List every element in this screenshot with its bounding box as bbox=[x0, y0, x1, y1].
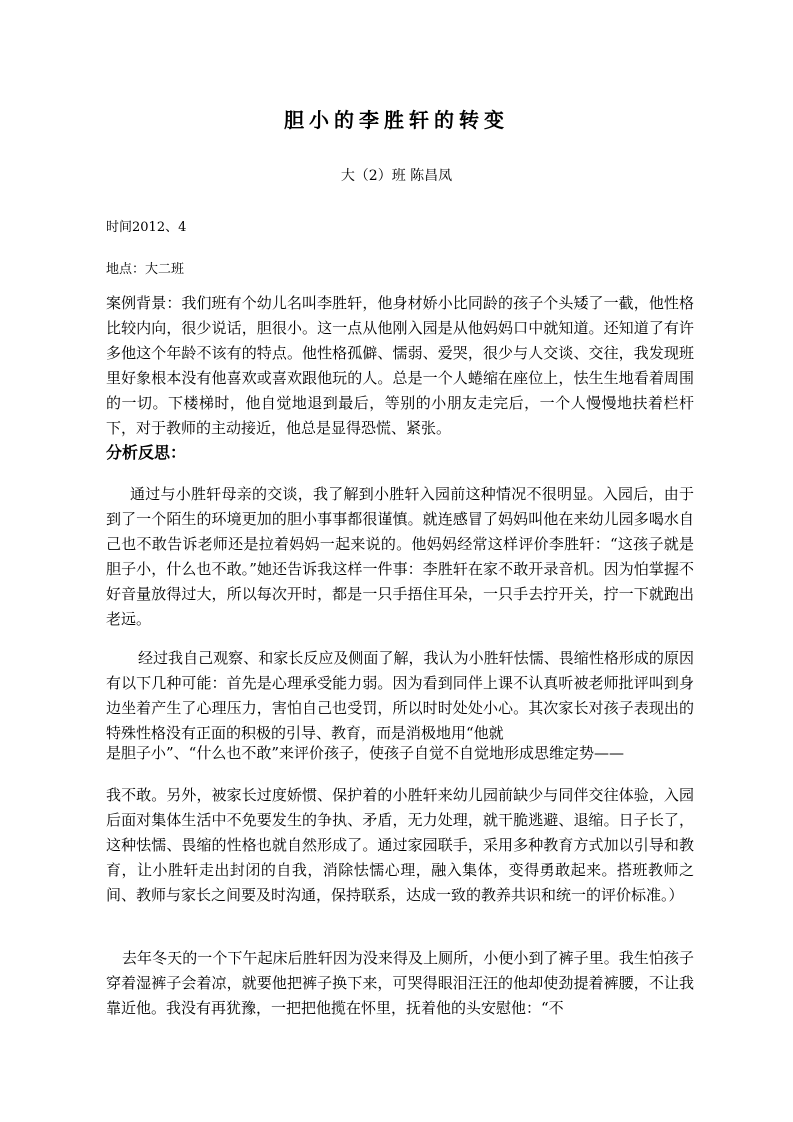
analysis-paragraph-2-part-1: 经过我自己观察、和家长反应及侧面了解，我认为小胜轩怯懦、畏缩性格形成的原因有以下几种可能：首先是心理承受能力弱。因为看到同伴上课不认真听被老师批评叫到身边坐着产生了心理压力，害怕自己也受罚，所以时时处处小心。其次家长对孩子表现出的特殊性格没有正面的积极的引导、教育，而是消极地用“他就 bbox=[106, 649, 694, 742]
analysis-paragraph-1: 通过与小胜轩母亲的交谈，我了解到小胜轩入园前这种情况不很明显。入园后，由于到了一个陌生的环境更加的胆小事事都很谨慎。就连感冒了妈妈叫他在来幼儿园多喝水自己也不敢告诉老师还是拉着妈妈一起来说的。他妈妈经常这样评价李胜轩：“这孩子就是胆子小，什么也不敢。”她还告诉我这样一件事：李胜轩在家不敢开录音机。因为怕掌握不好音量放得过大，所以每次开时，都是一只手捂住耳朵，一只手去拧开关，拧一下就跑出老远。 bbox=[106, 485, 694, 628]
background-paragraph: 案例背景：我们班有个幼儿名叫李胜轩，他身材娇小比同龄的孩子个头矮了一截，他性格比较内向，很少说话，胆很小。这一点从他刚入园是从他妈妈口中就知道。还知道了有许多他这个年龄不该有的特点。他性格孤僻、懦弱、爱哭，很少与人交谈、交往，我发现班里好象根本没有他喜欢或喜欢跟他玩的人。总是一个人蜷缩在座位上，怯生生地看着周围的一切。下楼梯时，他自觉地退到最后，等别的小朋友走完后，一个人慢慢地扶着栏杆下，对于教师的主动接近，他总是显得恐慌、紧张。 bbox=[106, 294, 694, 437]
document-title: 胆小的李胜轩的转变 bbox=[284, 108, 509, 132]
place-line: 地点：大二班 bbox=[106, 262, 185, 277]
analysis-heading: 分析反思： bbox=[106, 443, 187, 462]
analysis-paragraph-2-part-3: 我不敢。另外，被家长过度娇惯、保护着的小胜轩来幼儿园前缺少与同伴交往体验，入园后面对集体生活中不免要发生的争执、矛盾，无力处理，就干脆逃避、退缩。日子长了，这种怯懦、畏缩的性格也就自然形成了。通过家园联手，采用多种教育方式加以引导和教育，让小胜轩走出封闭的自我，消除怯懦心理，融入集体，变得勇敢起来。搭班教师之间、教师与家长之间要及时沟通，保持联系，达成一致的教养共识和统一的评价标准。） bbox=[106, 786, 694, 904]
time-line: 时间2012、4 bbox=[106, 220, 187, 235]
story-paragraph: 去年冬天的一个下午起床后胜轩因为没来得及上厕所，小便小到了裤子里。我生怕孩子穿着湿裤子会着凉，就要他把裤子换下来，可哭得眼泪汪汪的他却使劲提着裤腰，不让我靠近他。我没有再犹豫，一把把他揽在怀里，抚着他的头安慰他：“不 bbox=[106, 949, 694, 1017]
author-byline: 大（2）班 陈昌凤 bbox=[340, 168, 453, 184]
analysis-paragraph-2-part-2: 是胆子小”、“什么也不敢”来评价孩子，使孩子自觉不自觉地形成思维定势—— bbox=[106, 744, 625, 762]
